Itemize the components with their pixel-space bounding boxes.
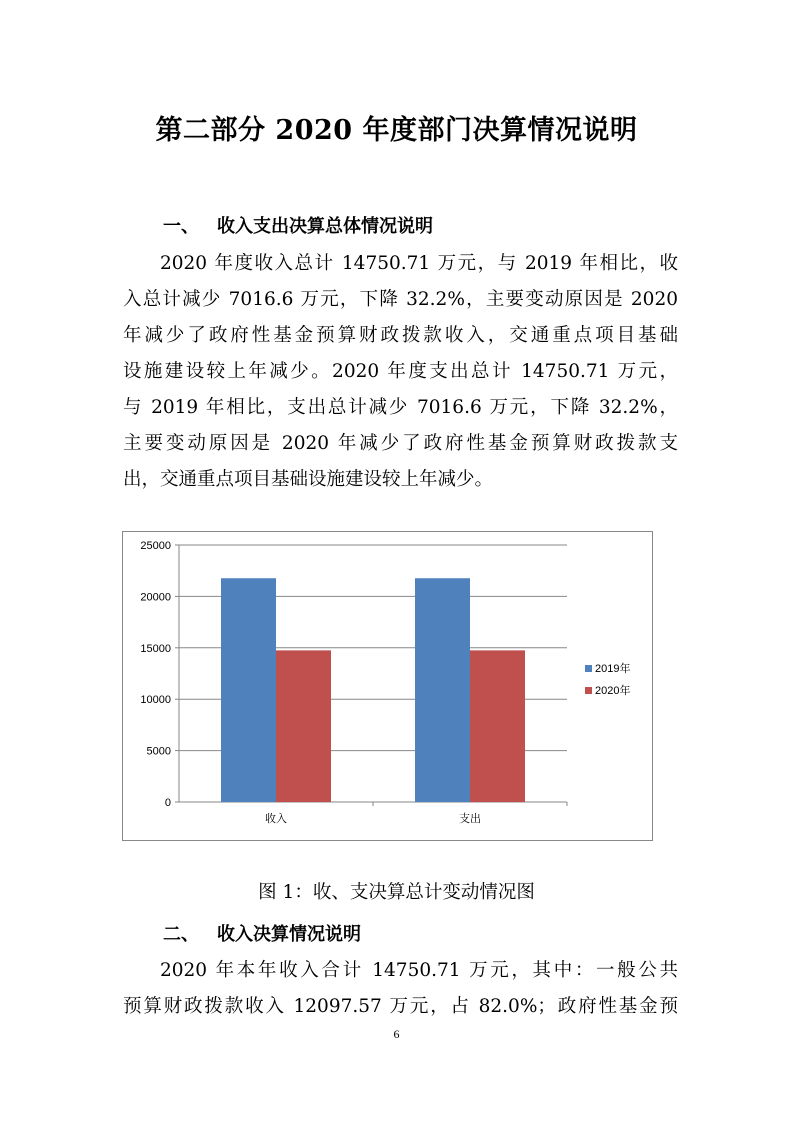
figure-caption: 图 1：收、支决算总计变动情况图 [258,882,535,903]
legend-label: 2020年 [595,685,631,697]
bar [415,578,470,802]
section1-heading [163,212,433,238]
y-tick-label: 0 [164,797,171,809]
section1-paragraph [123,246,678,498]
y-tick-label: 25000 [140,540,171,552]
section2-heading [163,920,361,946]
paragraph-line: 出，交通重点项目基础设施建设较上年减少。 [123,469,494,490]
legend-swatch [585,687,592,694]
bar [470,650,525,802]
legend-label: 2019年 [595,663,631,675]
paragraph-line: 2020 年本年收入合计 14750.71 万元，其中：一般公共 [160,960,678,981]
section2-number: 二、 [163,924,199,945]
section1-number: 一、 [163,216,199,237]
y-tick-label: 20000 [140,591,171,604]
paragraph-line: 预算财政拨款收入 12097.57 万元，占 82.0%；政府性基金预 [123,996,678,1017]
x-tick-label: 收入 [265,813,287,825]
paragraph-line: 设施建设较上年减少。2020 年度支出总计 14750.71 万元， [123,361,678,382]
y-tick-label: 15000 [140,642,171,655]
x-tick-label: 支出 [459,813,481,825]
bar [276,650,331,802]
legend-swatch [585,665,592,672]
paragraph-line: 与 2019 年相比，支出总计减少 7016.6 万元，下降 32.2%， [123,397,678,418]
bar [221,578,276,802]
section2-heading-text: 收入决算情况说明 [217,924,361,945]
paragraph-line: 2020 年度收入总计 14750.71 万元，与 2019 年相比，收 [160,253,678,274]
section1-heading-text: 收入支出决算总体情况说明 [217,216,433,237]
paragraph-line: 年减少了政府性基金预算财政拨款收入，交通重点项目基础 [123,325,678,346]
bar-chart-svg [123,532,652,840]
page-number: 6 [393,1027,400,1041]
page-title: 第二部分 2020 年度部门决算情况说明 [155,115,638,146]
section2-paragraph [123,953,678,1025]
bar-chart [122,531,653,841]
y-tick-label: 10000 [140,694,171,707]
y-tick-label: 5000 [146,745,171,758]
paragraph-line: 主要变动原因是 2020 年减少了政府性基金预算财政拨款支 [123,433,678,454]
paragraph-line: 入总计减少 7016.6 万元，下降 32.2%，主要变动原因是 2020 [123,289,678,310]
